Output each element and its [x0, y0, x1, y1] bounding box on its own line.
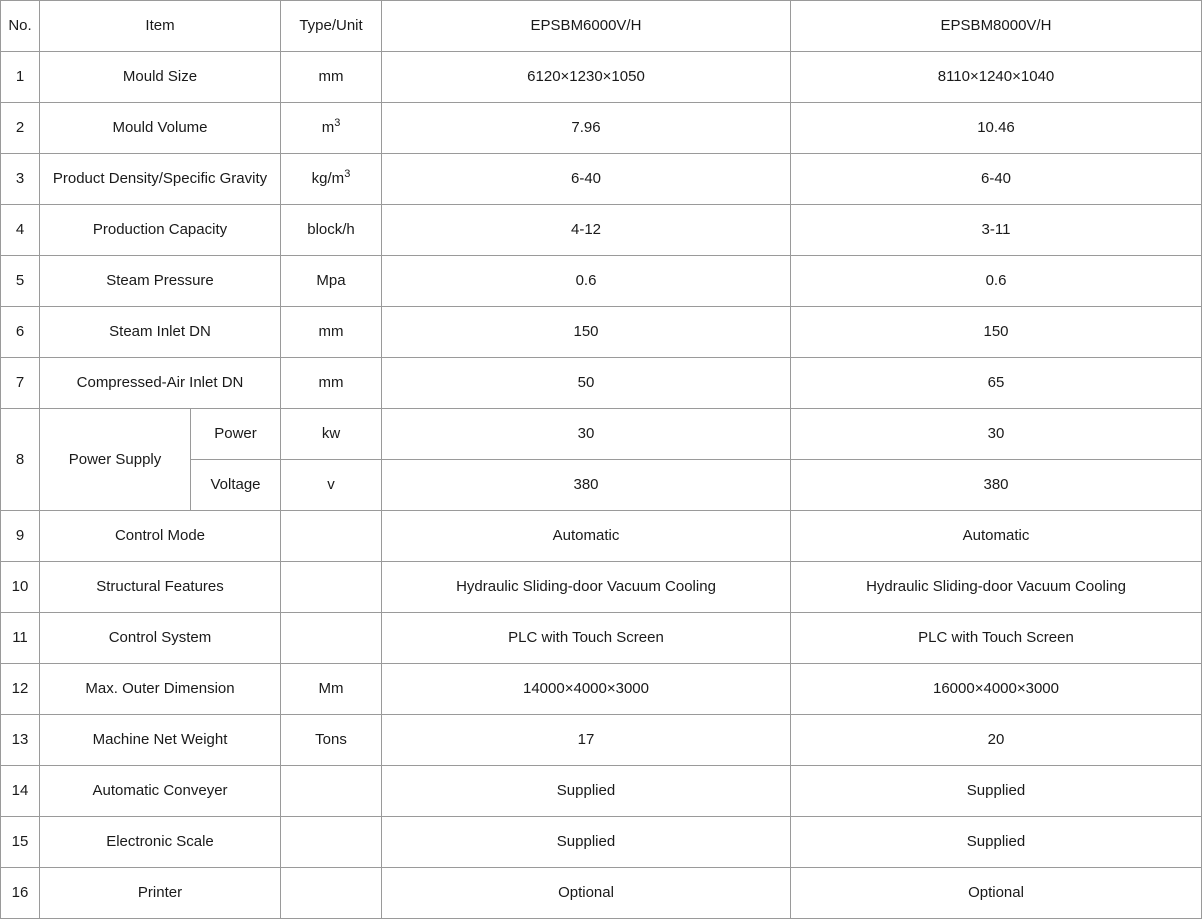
header-no: No.	[1, 1, 40, 52]
unit-base: m	[321, 119, 335, 136]
row-item: Product Density/Specific Gravity	[40, 154, 281, 205]
row-item: Steam Pressure	[40, 256, 281, 307]
row-value-a: 30	[382, 409, 791, 460]
row-value-a: 4-12	[382, 205, 791, 256]
row-value-b: Supplied	[791, 766, 1202, 817]
row-item: Compressed-Air Inlet DN	[40, 358, 281, 409]
row-value-b: Hydraulic Sliding-door Vacuum Cooling	[791, 562, 1202, 613]
row-value-a: Automatic	[382, 511, 791, 562]
row-item: Power Supply	[40, 409, 191, 511]
table-row	[1, 766, 1202, 817]
row-value-b: 8110×1240×1040	[791, 52, 1202, 103]
row-no: 9	[1, 511, 40, 562]
table-header-row	[1, 1, 1202, 52]
row-value-b: 10.46	[791, 103, 1202, 154]
table-row	[1, 154, 1202, 205]
row-item: Steam Inlet DN	[40, 307, 281, 358]
unit-base: kg/m	[311, 170, 345, 187]
header-unit: Type/Unit	[281, 1, 382, 52]
row-value-b: 150	[791, 307, 1202, 358]
table-row	[1, 511, 1202, 562]
row-item: Control Mode	[40, 511, 281, 562]
row-value-b: 3-11	[791, 205, 1202, 256]
row-unit	[281, 154, 382, 205]
row-item: Electronic Scale	[40, 817, 281, 868]
unit-superscript: 3	[344, 168, 351, 180]
table-row	[1, 868, 1202, 919]
row-item: Max. Outer Dimension	[40, 664, 281, 715]
table-row	[1, 409, 1202, 460]
row-item: Automatic Conveyer	[40, 766, 281, 817]
row-no: 4	[1, 205, 40, 256]
table-row	[1, 205, 1202, 256]
row-value-b: 30	[791, 409, 1202, 460]
row-value-b: 16000×4000×3000	[791, 664, 1202, 715]
table-row	[1, 562, 1202, 613]
row-value-b: 6-40	[791, 154, 1202, 205]
row-item: Mould Volume	[40, 103, 281, 154]
row-no: 1	[1, 52, 40, 103]
row-item: Production Capacity	[40, 205, 281, 256]
row-value-b: 65	[791, 358, 1202, 409]
row-unit: Mm	[281, 664, 382, 715]
table-row	[1, 52, 1202, 103]
row-no: 3	[1, 154, 40, 205]
row-value-a: 6120×1230×1050	[382, 52, 791, 103]
row-value-a: Supplied	[382, 817, 791, 868]
table-row	[1, 817, 1202, 868]
row-unit: mm	[281, 307, 382, 358]
row-value-a: 50	[382, 358, 791, 409]
table-row	[1, 103, 1202, 154]
row-value-a: 17	[382, 715, 791, 766]
row-unit	[281, 766, 382, 817]
row-value-b: 0.6	[791, 256, 1202, 307]
row-unit	[281, 103, 382, 154]
row-value-a: 380	[382, 460, 791, 511]
row-item: Machine Net Weight	[40, 715, 281, 766]
row-unit: kw	[281, 409, 382, 460]
unit-superscript: 3	[334, 117, 341, 129]
row-item: Mould Size	[40, 52, 281, 103]
table-row	[1, 613, 1202, 664]
table-row	[1, 307, 1202, 358]
row-no: 13	[1, 715, 40, 766]
row-unit	[281, 511, 382, 562]
row-value-a: 14000×4000×3000	[382, 664, 791, 715]
row-value-a: 6-40	[382, 154, 791, 205]
row-value-a: Hydraulic Sliding-door Vacuum Cooling	[382, 562, 791, 613]
row-value-a: 150	[382, 307, 791, 358]
row-unit: mm	[281, 358, 382, 409]
row-no: 11	[1, 613, 40, 664]
row-unit	[281, 868, 382, 919]
row-no: 2	[1, 103, 40, 154]
row-unit	[281, 562, 382, 613]
row-value-b: Automatic	[791, 511, 1202, 562]
row-subitem-voltage: Voltage	[191, 460, 281, 511]
row-unit: Mpa	[281, 256, 382, 307]
row-value-a: 0.6	[382, 256, 791, 307]
row-value-a: Supplied	[382, 766, 791, 817]
header-model-a: EPSBM6000V/H	[382, 1, 791, 52]
table-row	[1, 715, 1202, 766]
table-row	[1, 664, 1202, 715]
row-value-b: Optional	[791, 868, 1202, 919]
row-value-a: Optional	[382, 868, 791, 919]
row-no: 12	[1, 664, 40, 715]
header-model-b: EPSBM8000V/H	[791, 1, 1202, 52]
row-unit: mm	[281, 52, 382, 103]
row-unit	[281, 817, 382, 868]
row-value-b: 20	[791, 715, 1202, 766]
row-unit: block/h	[281, 205, 382, 256]
row-item: Printer	[40, 868, 281, 919]
row-no: 15	[1, 817, 40, 868]
row-unit: Tons	[281, 715, 382, 766]
row-no: 8	[1, 409, 40, 511]
row-item: Control System	[40, 613, 281, 664]
row-unit	[281, 613, 382, 664]
table-row	[1, 256, 1202, 307]
row-no: 14	[1, 766, 40, 817]
row-value-a: PLC with Touch Screen	[382, 613, 791, 664]
row-item: Structural Features	[40, 562, 281, 613]
row-subitem-power: Power	[191, 409, 281, 460]
row-no: 6	[1, 307, 40, 358]
row-no: 16	[1, 868, 40, 919]
row-value-b: PLC with Touch Screen	[791, 613, 1202, 664]
header-item: Item	[40, 1, 281, 52]
row-value-b: 380	[791, 460, 1202, 511]
row-value-a: 7.96	[382, 103, 791, 154]
row-no: 7	[1, 358, 40, 409]
row-no: 10	[1, 562, 40, 613]
table-row	[1, 358, 1202, 409]
row-unit: v	[281, 460, 382, 511]
row-value-b: Supplied	[791, 817, 1202, 868]
row-no: 5	[1, 256, 40, 307]
